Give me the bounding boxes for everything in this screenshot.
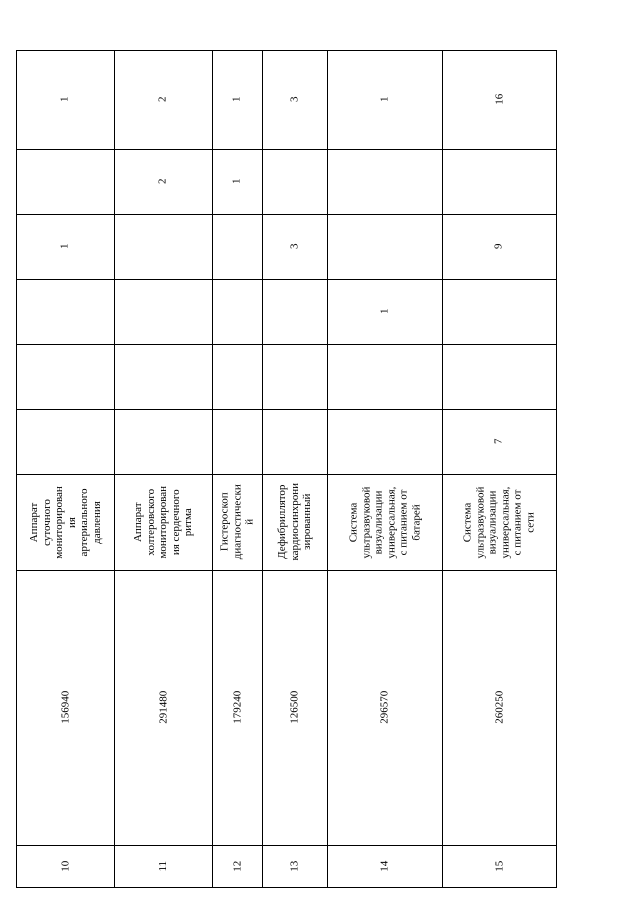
cell-value: 13 — [288, 860, 301, 872]
table-cell-c3 — [263, 280, 326, 343]
table-cell-c2 — [263, 345, 326, 408]
table-cell-c5 — [115, 150, 211, 213]
table-cell-c3 — [17, 280, 113, 343]
table-cell-total — [213, 51, 261, 148]
item-name: Гистероскоп диагностически й — [218, 484, 256, 560]
table-cell-c1 — [213, 410, 261, 473]
table-cell-name — [443, 475, 555, 569]
table-cell-c3 — [328, 280, 441, 343]
cell-value: 16 — [492, 94, 505, 105]
table-cell-c3 — [115, 280, 211, 343]
table-cell-c4 — [328, 215, 441, 278]
item-name: Аппарат суточного мониторирован ия артериального давления — [27, 485, 102, 559]
table-cell-num — [17, 846, 113, 886]
table-cell-num — [443, 846, 555, 886]
cell-value: 1 — [230, 178, 243, 185]
table-cell-name — [263, 475, 326, 569]
table-cell-total — [17, 51, 113, 148]
table-cell-c5 — [17, 150, 113, 213]
cell-value: 1 — [58, 96, 71, 103]
cell-value: 126500 — [288, 691, 301, 724]
cell-value: 296570 — [378, 691, 391, 724]
cell-value: 14 — [378, 860, 391, 872]
table-cell-num — [213, 846, 261, 886]
table-cell-c3 — [443, 280, 555, 343]
cell-value: 3 — [288, 96, 301, 103]
table-cell-c1 — [115, 410, 211, 473]
table-cell-c1 — [263, 410, 326, 473]
table-cell-c3 — [213, 280, 261, 343]
table-cell-code — [213, 571, 261, 844]
table-cell-c2 — [17, 345, 113, 408]
item-name: Система ультразвуковой визуализации универсальная, с питанием от сети — [461, 486, 536, 558]
cell-value: 260250 — [492, 691, 505, 724]
table-cell-total — [443, 51, 555, 148]
column-border — [16, 887, 557, 888]
cell-value: 2 — [156, 178, 169, 185]
table-cell-c4 — [17, 215, 113, 278]
cell-value: 1 — [378, 96, 391, 103]
cell-value: 7 — [492, 438, 505, 445]
cell-value: 291480 — [156, 691, 169, 724]
cell-value: 1 — [230, 96, 243, 103]
cell-value: 156940 — [58, 691, 71, 724]
table-cell-c5 — [263, 150, 326, 213]
table-cell-c4 — [263, 215, 326, 278]
table-cell-c2 — [115, 345, 211, 408]
table-cell-c4 — [115, 215, 211, 278]
table-cell-c4 — [213, 215, 261, 278]
cell-value: 1 — [378, 308, 391, 315]
table-cell-code — [17, 571, 113, 844]
cell-value: 15 — [492, 860, 505, 872]
item-name: Дефибриллятор кардиосинхрони зированный — [275, 483, 313, 561]
cell-value: 10 — [58, 860, 71, 872]
table-cell-c1 — [328, 410, 441, 473]
table-cell-num — [263, 846, 326, 886]
table-cell-total — [328, 51, 441, 148]
item-name: Система ультразвуковой визуализации универсальная, с питанием от батарей — [346, 486, 422, 558]
table-cell-name — [115, 475, 211, 569]
table-cell-c5 — [213, 150, 261, 213]
table-cell-name — [17, 475, 113, 569]
table-cell-total — [263, 51, 326, 148]
table-cell-c2 — [443, 345, 555, 408]
table-cell-c5 — [443, 150, 555, 213]
table-cell-code — [443, 571, 555, 844]
table-cell-code — [115, 571, 211, 844]
table-cell-num — [328, 846, 441, 886]
table-cell-c2 — [328, 345, 441, 408]
cell-value: 9 — [492, 243, 505, 250]
cell-value: 11 — [156, 860, 169, 872]
table-cell-total — [115, 51, 211, 148]
cell-value: 1 — [58, 243, 71, 250]
cell-value: 12 — [230, 860, 243, 872]
table-cell-num — [115, 846, 211, 886]
table-cell-code — [263, 571, 326, 844]
table-cell-name — [213, 475, 261, 569]
table-cell-c1 — [17, 410, 113, 473]
cell-value: 2 — [156, 96, 169, 103]
table-cell-name — [328, 475, 441, 569]
table-cell-c4 — [443, 215, 555, 278]
table-cell-c2 — [213, 345, 261, 408]
item-name: Аппарат холтеровского мониторирован ия сердечного ритма — [131, 485, 194, 559]
table-cell-c1 — [443, 410, 555, 473]
row-border — [556, 50, 557, 888]
cell-value: 3 — [288, 243, 301, 250]
table-cell-code — [328, 571, 441, 844]
cell-value: 179240 — [230, 691, 243, 724]
table-cell-c5 — [328, 150, 441, 213]
